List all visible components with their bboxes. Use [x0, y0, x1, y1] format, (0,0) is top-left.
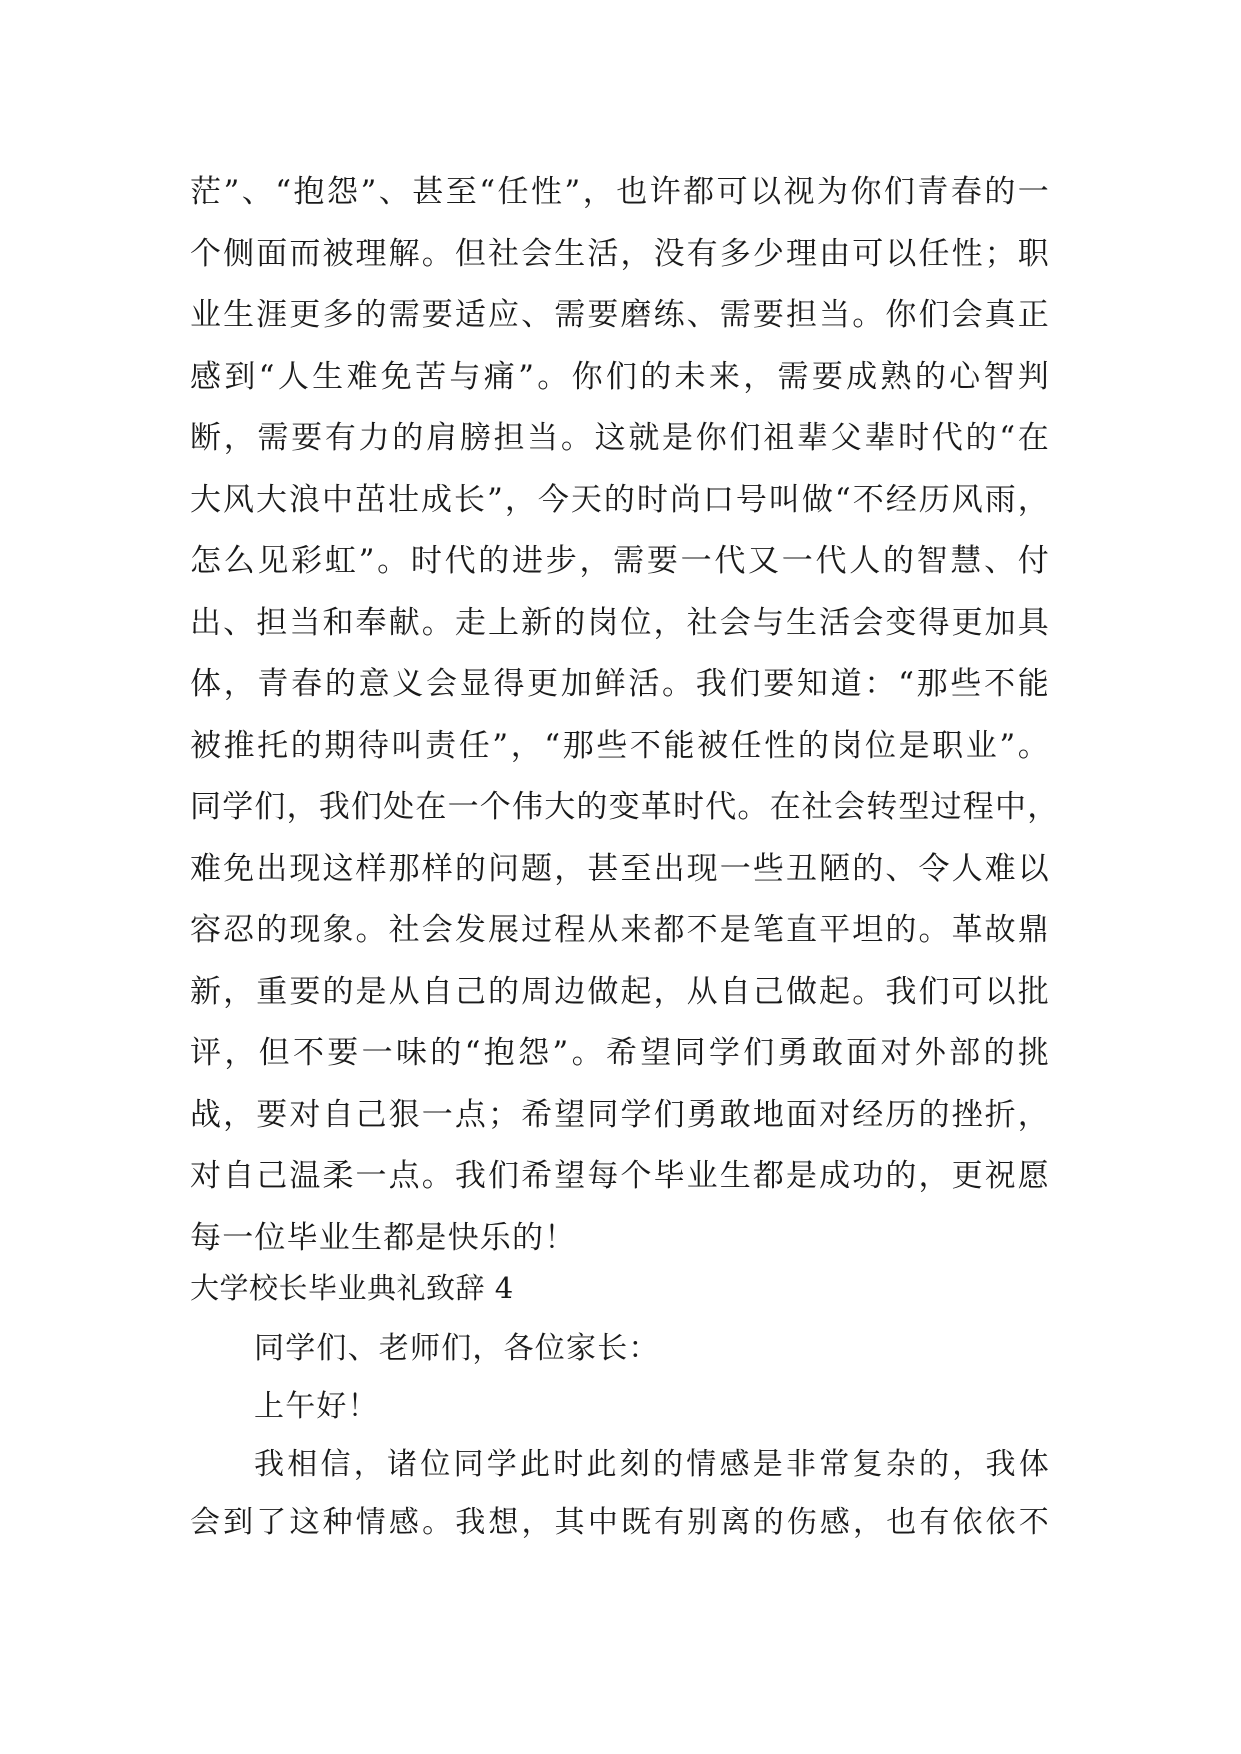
body-line: 对自己温柔一点。我们希望每个毕业生都是成功的，更祝愿 [190, 1158, 1050, 1194]
body-line: 每一位毕业生都是快乐的！ [190, 1219, 577, 1256]
speech-opening [190, 1320, 1050, 1552]
body-line: 战，要对自己狠一点；希望同学们勇敢地面对经历的挫折， [190, 1096, 1050, 1133]
body-line: 出、担当和奉献。走上新的岗位，社会与生活会变得更加具 [190, 604, 1050, 641]
body-line: 茫”、“抱怨”、甚至“任性”，也许都可以视为你们青春的一 [190, 174, 1050, 210]
body-line: 新，重要的是从自己的周边做起，从自己做起。我们可以批 [190, 973, 1050, 1010]
body-line: 个侧面而被理解。但社会生活，没有多少理由可以任性；职 [190, 235, 1050, 272]
paragraph-line: 会到了这种情感。我想，其中既有别离的伤感，也有依依不 [190, 1505, 1050, 1540]
body-line: 体，青春的意义会显得更加鲜活。我们要知道：“那些不能 [190, 666, 1050, 702]
greeting-line: 同学们、老师们，各位家长： [254, 1331, 660, 1366]
body-line: 评，但不要一味的“抱怨”。希望同学们勇敢面对外部的挑 [190, 1035, 1050, 1071]
body-line: 大风大浪中茁壮成长”，今天的时尚口号叫做“不经历风雨， [190, 481, 1050, 518]
body-line: 感到“人生难免苦与痛”。你们的未来，需要成熟的心智判 [190, 358, 1050, 395]
body-line: 难免出现这样那样的问题，甚至出现一些丑陋的、令人难以 [190, 850, 1050, 887]
body-line: 业生涯更多的需要适应、需要磨练、需要担当。你们会真正 [190, 297, 1050, 333]
body-line: 被推托的期待叫责任”，“那些不能被任性的岗位是职业”。 [190, 727, 1050, 764]
salutation-line: 上午好！ [254, 1389, 379, 1424]
body-line: 同学们，我们处在一个伟大的变革时代。在社会转型过程中， [190, 789, 1060, 825]
body-line: 怎么见彩虹”。时代的进步，需要一代又一代人的智慧、付 [190, 543, 1050, 579]
section-title: 大学校长毕业典礼致辞 4 [190, 1271, 514, 1305]
paragraph-line: 我相信，诸位同学此时此刻的情感是非常复杂的，我体 [254, 1447, 1050, 1482]
body-line: 容忍的现象。社会发展过程从来都不是笔直平坦的。革故鼎 [190, 912, 1050, 948]
body-line: 断，需要有力的肩膀担当。这就是你们祖辈父辈时代的“在 [190, 420, 1050, 456]
speech-body [190, 162, 1060, 1269]
